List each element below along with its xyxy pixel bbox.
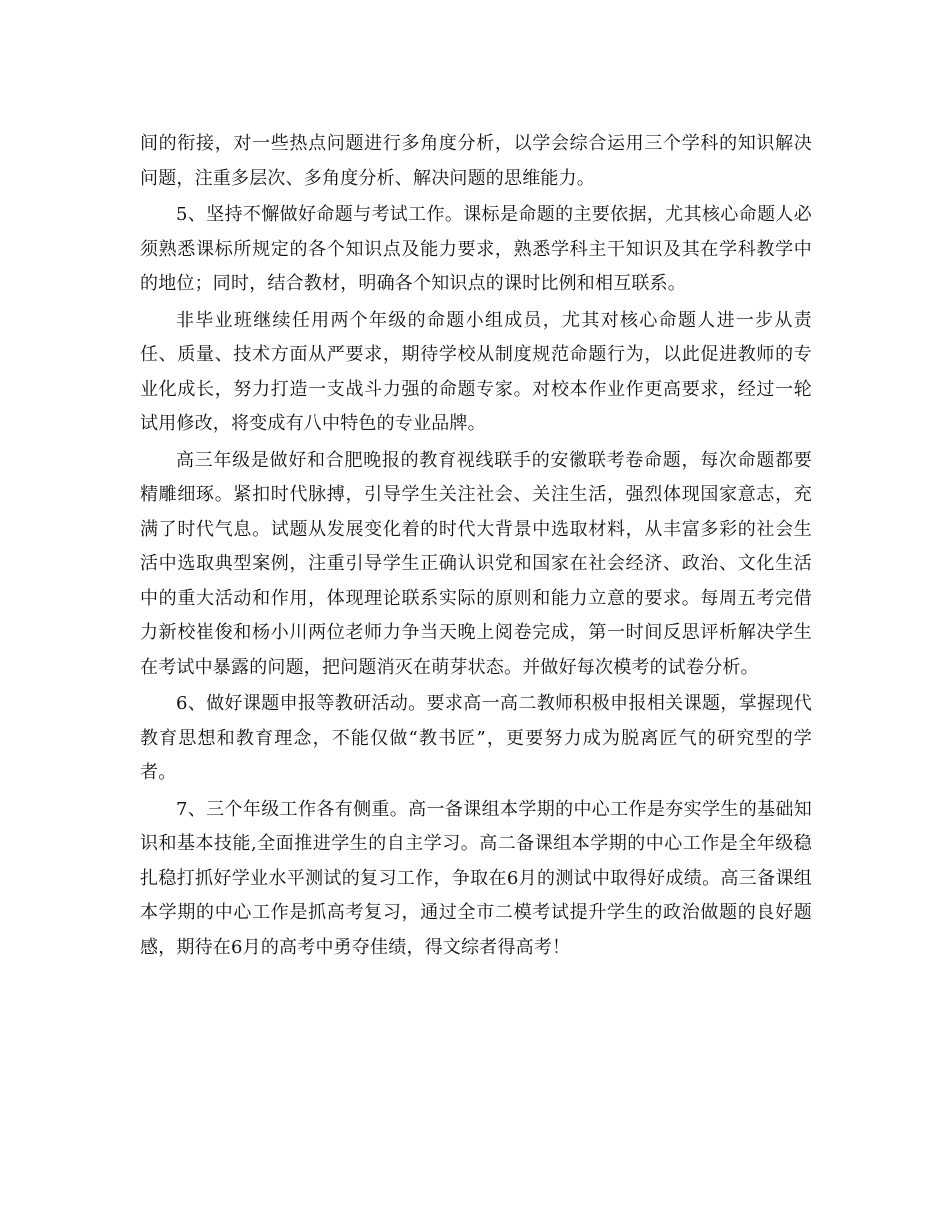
paragraph-item-6: 6、做好课题申报等教研活动。要求高一高二教师积极申报相关课题，掌握现代教育思想和教育理念，不能仅做“教书匠”，更要努力成为脱离匠气的研究型的学者。 [140,693,812,783]
paragraph-continuation: 间的衔接，对一些热点问题进行多角度分析，以学会综合运用三个学科的知识解决问题，注重多层次、多角度分析、解决问题的思维能力。 [140,133,812,189]
paragraph-senior-three: 高三年级是做好和合肥晚报的教育视线联手的安徽联考卷命题，每次命题都要精雕细琢。紧扣时代脉搏，引导学生关注社会、关注生活，强烈体现国家意志，充满了时代气息。试题从发展变化着的时代大背景中选取材料，从丰富多彩的社会生活中选取典型案例，注重引导学生正确认识党和国家在社会经济、政治、文化生活中的重大活动和作用，体现理论联系实际的原则和能力立意的要求。每周五考完借力新校崔俊和杨小川两位老师力争当天晚上阅卷完成，第一时间反思评析解决学生在考试中暴露的问题，把问题消灭在萌芽状态。并做好每次模考的试卷分析。 [140,449,812,678]
paragraph-item-5: 5、坚持不懈做好命题与考试工作。课标是命题的主要依据，尤其核心命题人必须熟悉课标所规定的各个知识点及能力要求，熟悉学科主干知识及其在学科教学中的地位；同时，结合教材，明确各个知识点的课时比例和相互联系。 [140,204,812,294]
paragraph-item-7: 7、三个年级工作各有侧重。高一备课组本学期的中心工作是夯实学生的基础知识和基本技能,全面推进学生的自主学习。高二备课组本学期的中心工作是全年级稳扎稳打抓好学业水平测试的复习工作，争取在6月的测试中取得好成绩。高三备课组本学期的中心工作是抓高考复习，通过全市二模考试提升学生的政治做题的良好题感，期待在6月的高考中勇夺佳绩，得文综者得高考！ [140,798,812,958]
paragraph-non-graduating-classes: 非毕业班继续任用两个年级的命题小组成员，尤其对核心命题人进一步从责任、质量、技术方面从严要求，期待学校从制度规范命题行为，以此促进教师的专业化成长，努力打造一支战斗力强的命题专家。对校本作业作更高要求，经过一轮试用修改，将变成有八中特色的专业品牌。 [140,309,812,434]
document-body [140,127,812,967]
